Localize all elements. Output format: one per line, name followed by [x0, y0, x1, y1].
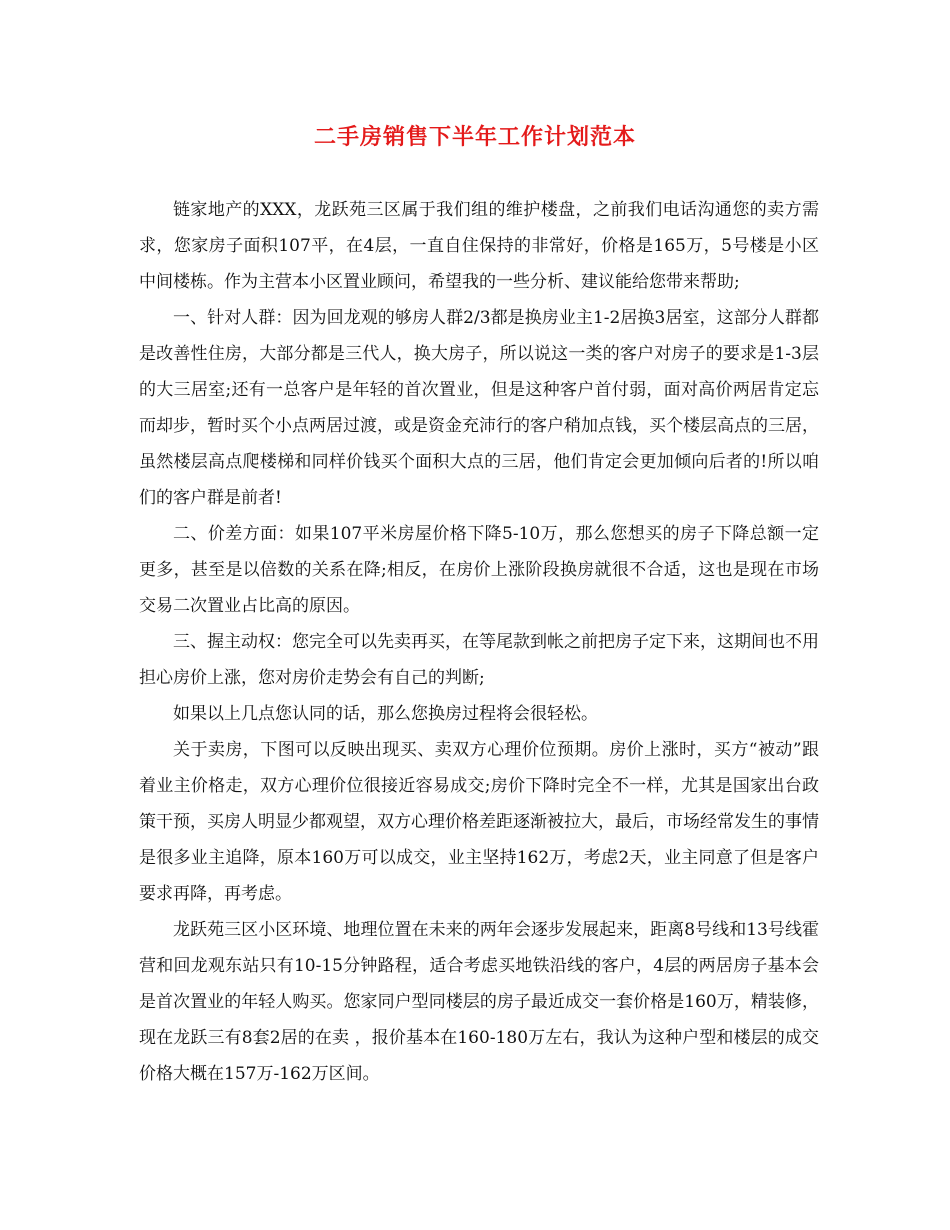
paragraph-intro: 链家地产的XXX，龙跃苑三区属于我们组的维护楼盘，之前我们电话沟通您的卖方需求，您家房子面积107平，在4层，一直自住保持的非常好，价格是165万，5号楼是小区中间楼栋。作为主营本小区置业顾问，希望我的一些分析、建议能给您带来帮助; — [139, 200, 819, 292]
document-title: 二手房销售下半年工作计划范本 — [313, 124, 636, 150]
paragraph-initiative: 三、握主动权：您完全可以先卖再买，在等尾款到帐之前把房子定下来，这期间也不用担心房价上涨，您对房价走势会有自己的判断; — [139, 632, 819, 688]
paragraph-target-customers: 一、针对人群：因为回龙观的够房人群2/3都是换房业主1-2居换3居室，这部分人群都是改善性住房，大部分都是三代人，换大房子，所以说这一类的客户对房子的要求是1-3层的大三居室;还有一总客户是年轻的首次置业，但是这种客户首付弱，面对高价两居肯定忘而却步，暂时买个小点两居过渡，或是资金充沛行的客户稍加点钱，买个楼层高点的三居，虽然楼层高点爬楼梯和同样价钱买个面积大点的三居，他们肯定会更加倾向后者的!所以咱们的客户群是前者! — [139, 308, 819, 508]
paragraph-neighborhood: 龙跃苑三区小区环境、地理位置在未来的两年会逐步发展起来，距离8号线和13号线霍营和回龙观东站只有10-15分钟路程，适合考虑买地铁沿线的客户，4层的两居房子基本会是首次置业的年轻人购买。您家同户型同楼层的房子最近成交一套价格是160万，精装修，现在龙跃三有8套2居的在卖 ，报价基本在160-180万左右，我认为这种户型和楼层的成交价格大概在157万-162万区间。 — [139, 920, 819, 1084]
document-body — [139, 192, 819, 1092]
paragraph-selling: 关于卖房，下图可以反映出现买、卖双方心理价位预期。房价上涨时，买方“被动”跟着业主价格走，双方心理价位很接近容易成交;房价下降时完全不一样，尤其是国家出台政策干预，买房人明显少都观望，双方心理价格差距逐渐被拉大，最后，市场经常发生的事情是很多业主追降，原本160万可以成交，业主坚持162万，考虑2天，业主同意了但是客户要求再降，再考虑。 — [139, 740, 819, 904]
paragraph-agreement: 如果以上几点您认同的话，那么您换房过程将会很轻松。 — [173, 704, 598, 724]
paragraph-price-difference: 二、价差方面：如果107平米房屋价格下降5-10万，那么您想买的房子下降总额一定更多，甚至是以倍数的关系在降;相反，在房价上涨阶段换房就很不合适，这也是现在市场交易二次置业占比高的原因。 — [139, 524, 819, 616]
